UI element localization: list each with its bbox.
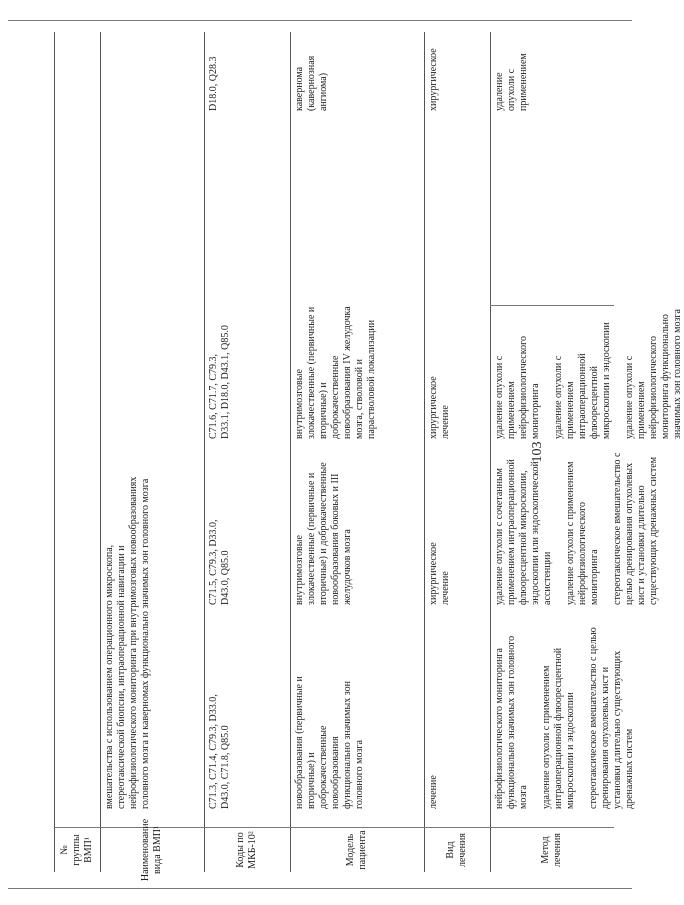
header-vmp-name: Наименование вида ВМП¹ — [140, 818, 163, 882]
row-4-method-1: удаление опухоли с применением — [494, 53, 529, 111]
row-4-codes: D18.0, Q28.3 — [208, 56, 219, 111]
column-separator-3 — [290, 32, 291, 872]
row-1-codes: C71.3, C71.4, C79.3, D33.0, D43.0, C71.8, Q85.0 — [208, 694, 231, 809]
header-treatment-method: Метод лечения — [540, 833, 563, 867]
row-2-methods — [494, 448, 659, 608]
column-separator-4 — [424, 32, 425, 872]
rotated-table-page — [54, 32, 683, 882]
row-1-type: лечение — [428, 775, 439, 809]
row-3-type: хирургическое лечение — [428, 376, 451, 439]
page-edge-line-top — [8, 20, 632, 21]
page-edge-line-bottom — [8, 888, 632, 889]
column-separator-5 — [490, 32, 491, 872]
header-mkb-codes: Коды по МКБ-10² — [235, 831, 258, 869]
row-4-methods — [494, 34, 612, 114]
row-3-method-3: удаление опухоли с применением нейрофизиологического мониторинга функционально значимых зон головного мозга — [624, 309, 683, 439]
row-1-method-3: стереотаксическое вмешательство с целью дренирования опухолевых кист и установки длительно существующих дренажных систем — [588, 627, 635, 809]
header-treatment-type: Вид лечения — [445, 833, 468, 867]
row-3-method-2: удаление опухоли с применением интраоперационной флюоресцентной микроскопии и эндоскопии — [553, 322, 612, 439]
row-2-codes: C71.5, C79.3, D33.0, D43.0, Q85.0 — [208, 519, 231, 605]
header-group-no: № группы ВМП¹ — [59, 834, 94, 866]
row-4-model: кавернома (кавернозная ангиома) — [294, 55, 329, 111]
row-1-method-1: нейрофизиологического мониторинга функционально значимых зон головного мозга — [494, 635, 529, 809]
page-number: 103 — [530, 441, 545, 463]
row-2-model: внутримозговые злокачественные (первичные и вторичные) и доброкачественные новообразования боковых и III желудочков мозга — [294, 462, 353, 605]
row-1-model: новообразования (первичные и вторичные) и доброкачественные новообразования функционально значимых зон головного мозга — [294, 676, 365, 809]
vmp-name-text: вмешательства с использованием операционного микроскопа, стереотаксической биопсии, интраоперационной навигации и нейрофизиологического мониторинга при внутримозговых новообразованиях головного мозга и каверномах функционально значимых зон головного мозга — [104, 476, 151, 809]
header-patient-model: Модель пациента — [345, 830, 368, 870]
row-3-codes: C71.6, C71.7, C79.3, D33.1, D18.0, D43.1, Q85.0 — [208, 325, 231, 439]
row-1-method-2: удаление опухоли с применением интраоперационной флюоресцентной микроскопии и эндоскопии — [541, 647, 576, 809]
row-3-methods — [494, 306, 683, 442]
row-1-methods — [494, 622, 635, 812]
row-4-type: хирургическое — [428, 48, 439, 111]
row-2-method-2: удаление опухоли с применением нейрофизиологического мониторинга — [565, 461, 600, 605]
row-2-method-3: стереотаксическое вмешательство с целью дренирования опухолевых кист и установки длительно существующих дренажных систем — [612, 452, 659, 605]
column-separator-1 — [100, 32, 101, 872]
row-2-method-1: удаление опухоли с сочетанным применением интраоперационной флюоресцентной микроскопии, эндоскопии или эндоскопической ассистенции — [494, 459, 553, 605]
table-border-top — [54, 32, 55, 872]
row-3-method-1: удаление опухоли с применением нейрофизиологического мониторинга — [494, 336, 541, 439]
row-2-type: хирургическое лечение — [428, 542, 451, 605]
row-3-model: внутримозговые злокачественные (первичные и вторичные) и доброкачественные новообразования IV желудочка мозга, стволовой и парастволовой локализации — [294, 306, 377, 439]
column-separator-2 — [204, 32, 205, 872]
